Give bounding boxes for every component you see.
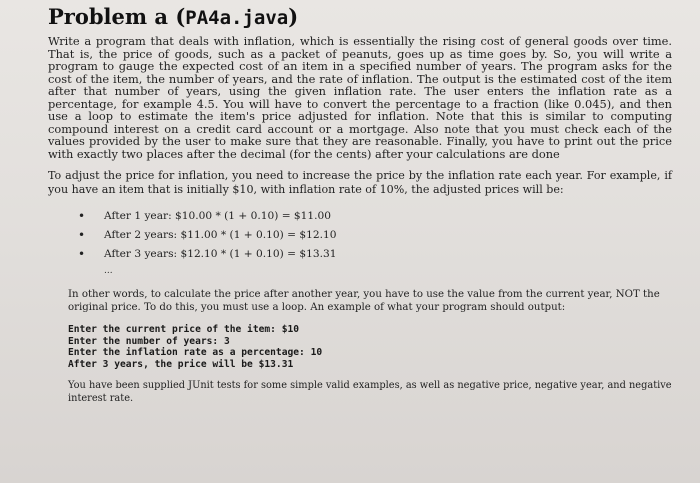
bullet-icon: • — [78, 247, 86, 261]
adjust-paragraph: To adjust the price for inflation, you need to increase the price by the inflation rate each year. For example, if you have an item that is initially $10, with inflation rate of 10%, the adjusted prices will be: — [48, 169, 672, 196]
list-item-text: After 3 years: $12.10 * (1 + 0.10) = $13.31 — [104, 248, 337, 260]
title-filename: PA4a.java — [185, 7, 289, 29]
code-line: Enter the number of years: 3 — [68, 335, 230, 347]
title-text: Problem a ( — [48, 4, 186, 29]
code-line: After 3 years, the price will be $13.31 — [68, 358, 294, 370]
intro-paragraph: Write a program that deals with inflation, which is essentially the rising cost of general goods over time. That is, the price of goods, such as a packet of peanuts, goes up as time goes by. So, you will write a program to gauge the expected cost of an item in a specified number of years. The program asks for the cost of the item, the number of years, and the rate of inflation. The output is the estimated cost of the item after that number of years, using the given inflation rate. The user enters the inflation rate as a percentage, for example 4.5. You will have to convert the percentage to a fraction (like 0.045), and then use a loop to estimate the item's price adjusted for inflation. Note that this is similar to computing compound interest on a credit card account or a mortgage. Also note that you must check each of the values provided by the user to make sure that they are reasonable. Finally, you have to print out the price with exactly two places after the decimal (for the cents) after your calculations are done — [48, 34, 672, 161]
bullet-icon: • — [78, 209, 86, 223]
title-close-paren: ) — [288, 4, 299, 29]
page-title — [48, 4, 672, 29]
code-line: Enter the current price of the item: $10 — [68, 324, 300, 335]
junit-paragraph: You have been supplied JUnit tests for some simple valid examples, as well as negative price, negative year, and negative interest rate. — [68, 380, 672, 404]
bullet-icon: • — [78, 228, 86, 242]
list-ellipsis: ... — [104, 266, 113, 276]
sample-output — [48, 324, 672, 370]
list-item — [78, 207, 672, 226]
list-item-text: After 2 years: $11.00 * (1 + 0.10) = $12.10 — [104, 229, 337, 241]
list-item — [78, 226, 672, 245]
code-line: Enter the inflation rate as a percentage: 10 — [68, 347, 323, 359]
explanation-paragraph: In other words, to calculate the price after another year, you have to use the value from the current year, NOT the original price. To do this, you must use a loop. An example of what your program should output: — [68, 289, 660, 313]
list-item-text: After 1 year: $10.00 * (1 + 0.10) = $11.00 — [104, 210, 332, 222]
example-list — [48, 207, 672, 264]
list-item — [78, 245, 672, 264]
